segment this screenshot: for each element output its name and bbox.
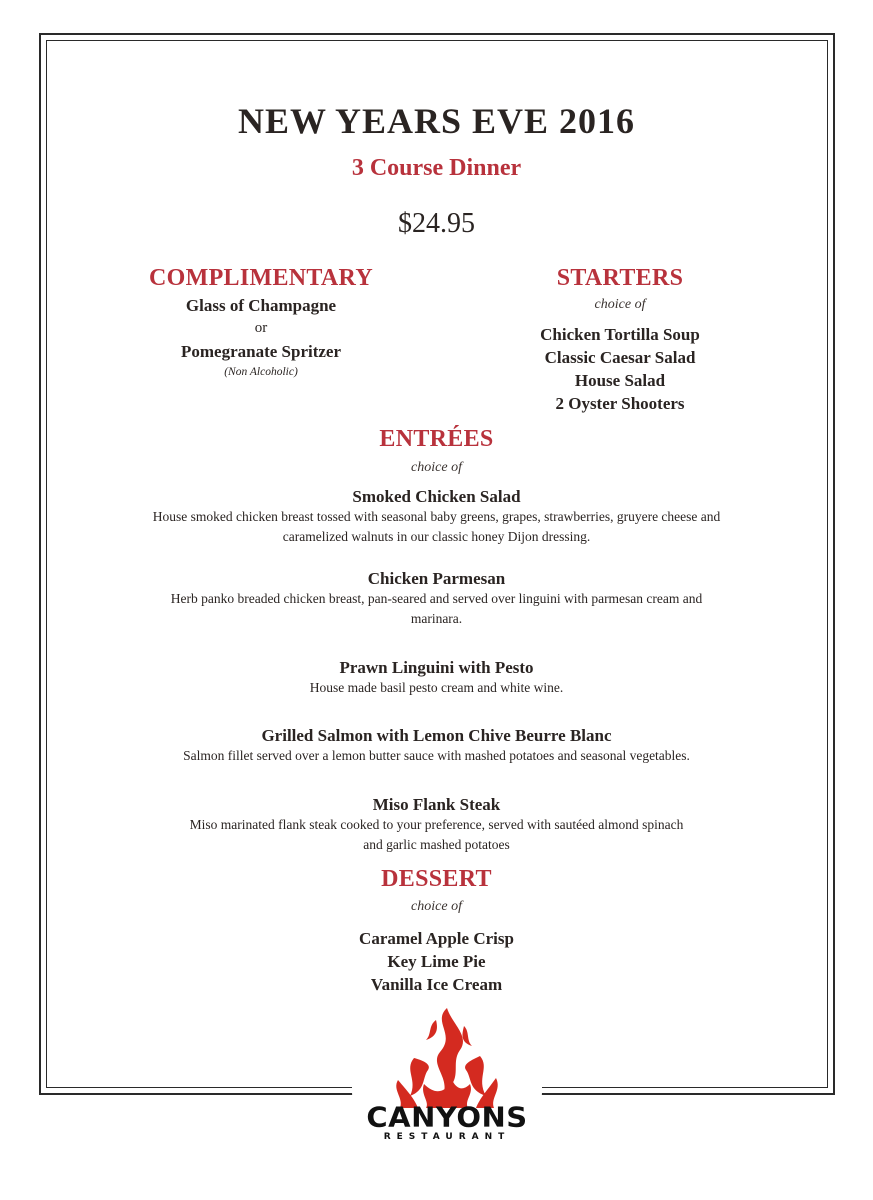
entree-description: Miso marinated flank steak cooked to your preference, served with sautéed almond spinach (189, 817, 684, 832)
logo-wordmark: CANYONS (366, 1100, 528, 1134)
restaurant-logo (352, 1000, 542, 1165)
entrees-heading: ENTRÉES (379, 426, 494, 452)
complimentary-option-2: Pomegranate Spritzer (180, 342, 342, 361)
entree-name: Prawn Linguini with Pesto (339, 658, 534, 677)
dessert-choice: choice of (411, 899, 462, 914)
complimentary-heading: COMPLIMENTARY (149, 265, 373, 291)
starters-choice: choice of (594, 297, 646, 312)
dessert-section (0, 866, 873, 996)
entree-name: Miso Flank Steak (372, 795, 501, 814)
entree-item (60, 795, 813, 855)
entree-description: marinara. (410, 611, 463, 626)
complimentary-note: (Non Alcoholic) (224, 366, 298, 378)
entree-description: House made basil pesto cream and white wine. (309, 680, 564, 695)
list-item: House Salad (574, 371, 666, 390)
list-item: Classic Caesar Salad (544, 348, 696, 367)
entree-description: and garlic mashed potatoes (363, 837, 510, 852)
menu-price: $24.95 (398, 208, 475, 239)
dessert-heading: DESSERT (381, 866, 492, 892)
logo-subtitle: RESTAURANT (383, 1132, 511, 1142)
list-item: Key Lime Pie (387, 952, 486, 971)
entree-description: caramelized walnuts in our classic honey Dijon dressing. (282, 529, 591, 544)
entree-name: Chicken Parmesan (367, 569, 506, 588)
list-item: 2 Oyster Shooters (555, 394, 685, 413)
complimentary-section (100, 265, 422, 378)
list-item: Chicken Tortilla Soup (540, 325, 700, 344)
entree-item (60, 569, 813, 629)
menu-title: NEW YEARS EVE 2016 (237, 101, 636, 141)
menu-subtitle: 3 Course Dinner (351, 155, 522, 181)
list-item: Caramel Apple Crisp (359, 929, 514, 948)
starters-section (460, 265, 780, 415)
entree-item (60, 487, 813, 547)
list-item: Vanilla Ice Cream (370, 975, 503, 994)
entree-item (60, 658, 813, 698)
starters-heading: STARTERS (556, 265, 684, 291)
entrees-choice: choice of (411, 460, 462, 475)
entree-description: Herb panko breaded chicken breast, pan-seared and served over linguini with parmesan cream and (170, 591, 703, 606)
complimentary-or: or (254, 320, 268, 336)
entree-name: Grilled Salmon with Lemon Chive Beurre Blanc (261, 726, 612, 745)
complimentary-option-1: Glass of Champagne (185, 296, 337, 315)
entree-item (60, 726, 813, 766)
entree-description: Salmon fillet served over a lemon butter sauce with mashed potatoes and seasonal vegetables. (183, 748, 690, 763)
entree-name: Smoked Chicken Salad (352, 487, 521, 506)
entree-description: House smoked chicken breast tossed with seasonal baby greens, grapes, strawberries, gruyere cheese and (152, 509, 721, 524)
flame-icon (352, 1000, 542, 1110)
